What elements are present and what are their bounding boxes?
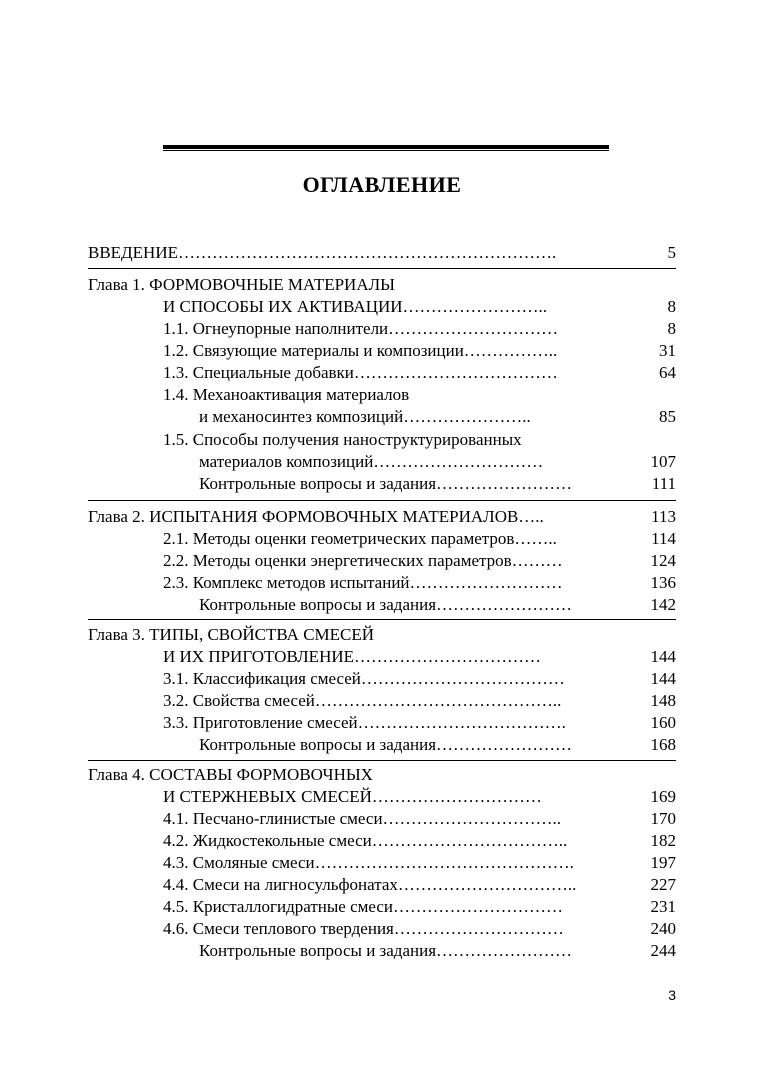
- toc-entry-questions[interactable]: [0, 734, 764, 756]
- toc-page-number: 244: [650, 941, 676, 960]
- toc-page-number: 240: [650, 919, 676, 938]
- toc-entry-section-cont[interactable]: [0, 451, 764, 473]
- toc-entry-section[interactable]: [0, 318, 764, 340]
- chapter-separator: [88, 500, 676, 501]
- toc-page-number: 144: [650, 647, 676, 666]
- toc-entry-text: 1.5. Способы получения наноструктурированных: [163, 430, 522, 449]
- toc-entry-section[interactable]: [0, 808, 764, 830]
- toc-entry-chapter-4-cont[interactable]: [0, 786, 764, 808]
- toc-page-number: 31: [659, 341, 676, 360]
- toc-entry-chapter-1[interactable]: [0, 274, 764, 296]
- toc-entry-section[interactable]: [0, 852, 764, 874]
- toc-entry-chapter-3-cont[interactable]: [0, 646, 764, 668]
- toc-page-number: 8: [667, 297, 676, 316]
- toc-page-number: 227: [650, 875, 676, 894]
- toc-page-number: 170: [650, 809, 676, 828]
- toc-entry-questions[interactable]: [0, 473, 764, 495]
- toc-entry-text: 1.1. Огнеупорные наполнители…………………………: [163, 319, 559, 338]
- toc-entry-text: И ИХ ПРИГОТОВЛЕНИЕ……………………………: [163, 647, 542, 666]
- toc-entry-text: 3.1. Классификация смесей………………………………: [163, 669, 565, 688]
- toc-entry-questions[interactable]: [0, 940, 764, 962]
- toc-entry-text: Контрольные вопросы и задания……………………: [199, 735, 573, 754]
- toc-entry-text: 2.3. Комплекс методов испытаний………………………: [163, 573, 563, 592]
- toc-page-number: 124: [650, 551, 676, 570]
- toc-entry-text: 1.4. Механоактивация материалов: [163, 385, 410, 404]
- toc-entry-text: 3.2. Свойства смесей……………………………………..: [163, 691, 562, 710]
- toc-entry-questions[interactable]: [0, 594, 764, 616]
- toc-entry-section[interactable]: [0, 896, 764, 918]
- chapter-separator: [88, 268, 676, 269]
- toc-entry-section[interactable]: [0, 712, 764, 734]
- toc-page-number: 8: [667, 319, 676, 338]
- toc-entry-section[interactable]: [0, 918, 764, 940]
- toc-entry-text: Глава 2. ИСПЫТАНИЯ ФОРМОВОЧНЫХ МАТЕРИАЛОВ…..: [88, 507, 544, 526]
- toc-entry-text: и механосинтез композиций…………………..: [199, 407, 531, 426]
- toc-entry-text: 4.1. Песчано-глинистые смеси…………………………..: [163, 809, 562, 828]
- toc-entry-section[interactable]: [0, 572, 764, 594]
- toc-page-number: 148: [650, 691, 676, 710]
- toc-page-number: 113: [651, 507, 676, 526]
- toc-entry-text: 4.4. Смеси на лигносульфонатах…………………………..: [163, 875, 577, 894]
- toc-page-number: 111: [651, 474, 676, 493]
- toc-entry-text: Контрольные вопросы и задания……………………: [199, 474, 573, 493]
- chapter-separator: [88, 619, 676, 620]
- page-title: ОГЛАВЛЕНИЕ: [302, 172, 462, 197]
- toc-entry-section[interactable]: [0, 362, 764, 384]
- toc-entry-section[interactable]: [0, 550, 764, 572]
- toc-entry-section[interactable]: [0, 384, 764, 406]
- header-rule-thin: [163, 150, 609, 151]
- toc-entry-chapter-3[interactable]: [0, 624, 764, 646]
- toc-entry-text: 1.2. Связующие материалы и композиции……………..: [163, 341, 558, 360]
- toc-page-number: 114: [651, 529, 676, 548]
- toc-entry-section[interactable]: [0, 429, 764, 451]
- toc-entry-text: 3.3. Приготовление смесей……………………………….: [163, 713, 566, 732]
- toc-entry-text: Контрольные вопросы и задания……………………: [199, 941, 573, 960]
- toc-entry-section[interactable]: [0, 830, 764, 852]
- toc-entry-text: 2.2. Методы оценки энергетических параметров………: [163, 551, 563, 570]
- toc-entry-text: Глава 3. ТИПЫ, СВОЙСТВА СМЕСЕЙ: [88, 625, 375, 644]
- toc-entry-text: 1.3. Специальные добавки………………………………: [163, 363, 558, 382]
- toc-entry-text: 4.5. Кристаллогидратные смеси…………………………: [163, 897, 564, 916]
- toc-entry-text: И СТЕРЖНЕВЫХ СМЕСЕЙ…………………………: [163, 787, 542, 806]
- toc-page-number: 107: [650, 452, 676, 471]
- toc-page-number: 136: [650, 573, 676, 592]
- toc-entry-text: ВВЕДЕНИЕ………………………………………………………….: [88, 243, 557, 262]
- toc-entry-text: 4.3. Смоляные смеси……………………………………….: [163, 853, 574, 872]
- toc-entry-section-cont[interactable]: [0, 406, 764, 428]
- toc-entry-section[interactable]: [0, 340, 764, 362]
- toc-entry-section[interactable]: [0, 528, 764, 550]
- toc-entry-introduction[interactable]: [0, 242, 764, 264]
- toc-entry-text: Глава 1. ФОРМОВОЧНЫЕ МАТЕРИАЛЫ: [88, 275, 395, 294]
- toc-entry-text: 2.1. Методы оценки геометрических параметров……..: [163, 529, 557, 548]
- toc-page-number: 160: [650, 713, 676, 732]
- toc-entry-text: И СПОСОБЫ ИХ АКТИВАЦИИ……………………..: [163, 297, 548, 316]
- toc-page-number: 168: [650, 735, 676, 754]
- toc-page-number: 64: [659, 363, 676, 382]
- header-rule: [163, 145, 609, 149]
- toc-page-number: 144: [650, 669, 676, 688]
- toc-entry-chapter-4[interactable]: [0, 764, 764, 786]
- toc-entry-text: Глава 4. СОСТАВЫ ФОРМОВОЧНЫХ: [88, 765, 373, 784]
- toc-entry-chapter-2[interactable]: [0, 506, 764, 528]
- toc-page-number: 5: [667, 243, 676, 262]
- toc-page-number: 197: [650, 853, 676, 872]
- toc-entry-chapter-1-cont[interactable]: [0, 296, 764, 318]
- toc-entry-text: материалов композиций…………………………: [199, 452, 544, 471]
- toc-entry-section[interactable]: [0, 874, 764, 896]
- toc-page-number: 142: [650, 595, 676, 614]
- toc-entry-text: 4.2. Жидкостекольные смеси……………………………..: [163, 831, 568, 850]
- toc-entry-section[interactable]: [0, 690, 764, 712]
- toc-entry-section[interactable]: [0, 668, 764, 690]
- toc-page-number: 169: [650, 787, 676, 806]
- toc-entry-text: 4.6. Смеси теплового твердения…………………………: [163, 919, 564, 938]
- toc-entry-text: Контрольные вопросы и задания……………………: [199, 595, 573, 614]
- toc-page-number: 182: [650, 831, 676, 850]
- toc-page-number: 85: [659, 407, 676, 426]
- chapter-separator: [88, 760, 676, 761]
- page-folio: 3: [668, 987, 676, 1003]
- toc-page-number: 231: [650, 897, 676, 916]
